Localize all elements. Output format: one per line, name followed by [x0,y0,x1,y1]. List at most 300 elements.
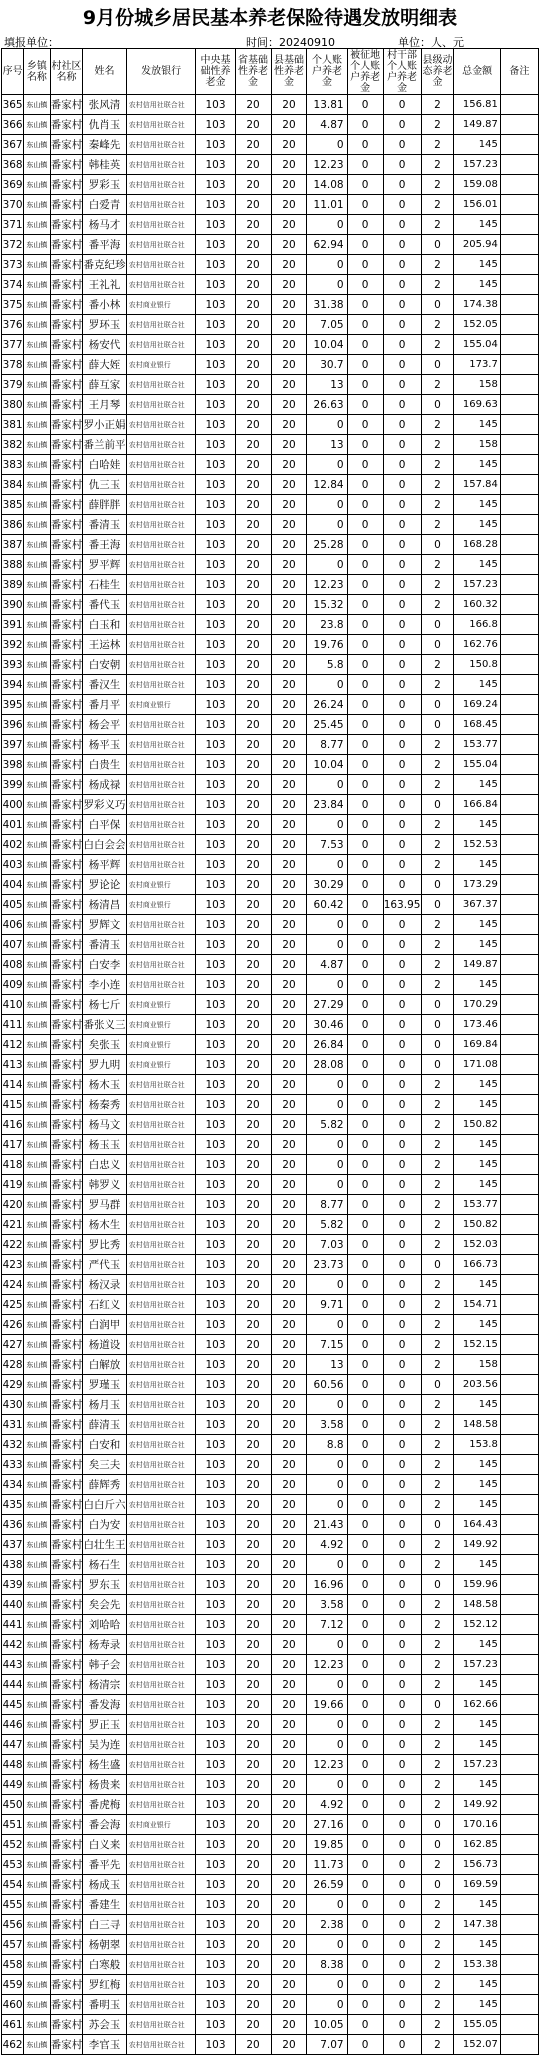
county-dynamic-pension-cell: 2 [421,2015,454,2035]
total-amount-cell: 152.07 [454,2035,501,2055]
payout-bank-cell: 农村信用社联合社 [126,1515,196,1535]
remarks-cell [500,1795,538,1815]
land-acquired-account-cell: 0 [347,435,383,455]
provincial-pension-cell: 20 [235,555,271,575]
remarks-cell [500,955,538,975]
land-acquired-account-cell: 0 [347,515,383,535]
provincial-pension-cell: 20 [235,1195,271,1215]
county-dynamic-pension-cell: 2 [421,1455,454,1475]
county-pension-cell: 20 [271,935,307,955]
total-amount-cell: 155.04 [454,755,501,775]
central-pension-cell: 103 [196,595,235,615]
remarks-cell [500,1855,538,1875]
central-pension-cell: 103 [196,355,235,375]
township-cell: 东山镇 [24,1875,50,1895]
personal-account-cell: 30.29 [307,875,347,895]
township-cell: 东山镇 [24,955,50,975]
township-cell: 东山镇 [24,335,50,355]
person-name-cell: 番王海 [83,535,126,555]
township-cell: 东山镇 [24,1915,50,1935]
payout-bank-cell: 农村信用社联合社 [126,915,196,935]
personal-account-cell: 19.85 [307,1835,347,1855]
total-amount-cell: 157.23 [454,575,501,595]
county-pension-cell: 20 [271,1395,307,1415]
central-pension-cell: 103 [196,695,235,715]
provincial-pension-cell: 20 [235,775,271,795]
county-dynamic-pension-cell: 0 [421,1835,454,1855]
village-cell: 番家村 [50,615,83,635]
county-dynamic-pension-cell: 2 [421,1115,454,1135]
total-amount-cell: 166.8 [454,615,501,635]
payout-bank-cell: 农村信用社联合社 [126,1895,196,1915]
village-cadre-account-cell: 0 [383,835,421,855]
remarks-cell [500,135,538,155]
personal-account-cell: 13 [307,375,347,395]
payout-bank-cell: 农村信用社联合社 [126,775,196,795]
row-number-cell: 413 [2,1055,24,1075]
payout-bank-cell: 农村信用社联合社 [126,1195,196,1215]
provincial-pension-cell: 20 [235,1615,271,1635]
county-pension-cell: 20 [271,795,307,815]
row-number-cell: 462 [2,2035,24,2055]
person-name-cell: 杨秦秀 [83,1095,126,1115]
row-number-cell: 382 [2,435,24,455]
total-amount-cell: 149.87 [454,115,501,135]
payout-bank-cell: 农村信用社联合社 [126,535,196,555]
village-cell: 番家村 [50,1535,83,1555]
village-cadre-account-cell: 0 [383,1675,421,1695]
land-acquired-account-cell: 0 [347,1735,383,1755]
column-header: 个人账户养老金 [307,49,347,95]
personal-account-cell: 0 [307,1475,347,1495]
remarks-cell [500,715,538,735]
personal-account-cell: 0 [307,255,347,275]
village-cadre-account-cell: 0 [383,1755,421,1775]
county-pension-cell: 20 [271,1335,307,1355]
land-acquired-account-cell: 0 [347,1975,383,1995]
payout-bank-cell: 农村信用社联合社 [126,1135,196,1155]
row-number-cell: 383 [2,455,24,475]
provincial-pension-cell: 20 [235,1715,271,1735]
payout-bank-cell: 农村信用社联合社 [126,715,196,735]
provincial-pension-cell: 20 [235,1775,271,1795]
county-dynamic-pension-cell: 2 [421,1535,454,1555]
county-dynamic-pension-cell: 2 [421,1995,454,2015]
central-pension-cell: 103 [196,1955,235,1975]
remarks-cell [500,215,538,235]
payout-bank-cell: 农村信用社联合社 [126,95,196,115]
village-cadre-account-cell: 0 [383,295,421,315]
central-pension-cell: 103 [196,615,235,635]
page-title: 9月份城乡居民基本养老保险待遇发放明细表 [82,7,458,29]
payout-bank-cell: 农村信用社联合社 [126,1495,196,1515]
personal-account-cell: 2.38 [307,1915,347,1935]
table-row [2,155,539,175]
payout-bank-cell: 农村信用社联合社 [126,1415,196,1435]
land-acquired-account-cell: 0 [347,315,383,335]
village-cadre-account-cell: 0 [383,1535,421,1555]
personal-account-cell: 3.58 [307,1595,347,1615]
county-dynamic-pension-cell: 0 [421,1055,454,1075]
village-cadre-account-cell: 0 [383,1215,421,1235]
county-dynamic-pension-cell: 0 [421,1015,454,1035]
county-pension-cell: 20 [271,975,307,995]
table-row [2,375,539,395]
total-amount-cell: 162.66 [454,1695,501,1715]
person-name-cell: 白爱青 [83,195,126,215]
provincial-pension-cell: 20 [235,1495,271,1515]
village-cadre-account-cell: 0 [383,1335,421,1355]
payout-bank-cell: 农村信用社联合社 [126,255,196,275]
central-pension-cell: 103 [196,255,235,275]
total-amount-cell: 170.16 [454,1815,501,1835]
township-cell: 东山镇 [24,1275,50,1295]
land-acquired-account-cell: 0 [347,1195,383,1215]
county-pension-cell: 20 [271,535,307,555]
land-acquired-account-cell: 0 [347,395,383,415]
village-cell: 番家村 [50,1975,83,1995]
remarks-cell [500,335,538,355]
table-row [2,615,539,635]
land-acquired-account-cell: 0 [347,935,383,955]
county-dynamic-pension-cell: 0 [421,1515,454,1535]
provincial-pension-cell: 20 [235,1375,271,1395]
person-name-cell: 杨平玉 [83,735,126,755]
table-row [2,1715,539,1735]
payout-bank-cell: 农村信用社联合社 [126,1675,196,1695]
personal-account-cell: 7.12 [307,1615,347,1635]
land-acquired-account-cell: 0 [347,975,383,995]
remarks-cell [500,1895,538,1915]
row-number-cell: 415 [2,1095,24,1115]
county-pension-cell: 20 [271,295,307,315]
central-pension-cell: 103 [196,1215,235,1235]
table-row [2,735,539,755]
land-acquired-account-cell: 0 [347,175,383,195]
payout-bank-cell: 农村信用社联合社 [126,1275,196,1295]
table-row [2,1155,539,1175]
provincial-pension-cell: 20 [235,915,271,935]
payout-bank-cell: 农村信用社联合社 [126,635,196,655]
county-pension-cell: 20 [271,395,307,415]
personal-account-cell: 0 [307,1495,347,1515]
village-cadre-account-cell: 0 [383,515,421,535]
land-acquired-account-cell: 0 [347,695,383,715]
central-pension-cell: 103 [196,1635,235,1655]
personal-account-cell: 11.73 [307,1855,347,1875]
land-acquired-account-cell: 0 [347,1535,383,1555]
table-row [2,335,539,355]
county-dynamic-pension-cell: 2 [421,1795,454,1815]
land-acquired-account-cell: 0 [347,1695,383,1715]
land-acquired-account-cell: 0 [347,1415,383,1435]
person-name-cell: 杨平辉 [83,855,126,875]
village-cadre-account-cell: 0 [383,1495,421,1515]
table-row [2,1175,539,1195]
remarks-cell [500,975,538,995]
person-name-cell: 罗彩玉 [83,175,126,195]
village-cadre-account-cell: 0 [383,1355,421,1375]
provincial-pension-cell: 20 [235,1175,271,1195]
row-number-cell: 436 [2,1515,24,1535]
remarks-cell [500,1775,538,1795]
table-row [2,535,539,555]
land-acquired-account-cell: 0 [347,215,383,235]
person-name-cell: 罗彩义巧 [83,795,126,815]
land-acquired-account-cell: 0 [347,455,383,475]
person-name-cell: 杨成玉 [83,1875,126,1895]
payout-bank-cell: 农村信用社联合社 [126,455,196,475]
central-pension-cell: 103 [196,815,235,835]
county-pension-cell: 20 [271,1835,307,1855]
person-name-cell: 杨成禄 [83,775,126,795]
person-name-cell: 刘哈哈 [83,1615,126,1635]
payout-bank-cell: 农村信用社联合社 [126,555,196,575]
village-cell: 番家村 [50,375,83,395]
remarks-cell [500,915,538,935]
provincial-pension-cell: 20 [235,1475,271,1495]
remarks-cell [500,1735,538,1755]
column-header: 乡镇名称 [24,49,50,95]
personal-account-cell: 5.8 [307,655,347,675]
village-cell: 番家村 [50,735,83,755]
row-number-cell: 402 [2,835,24,855]
county-pension-cell: 20 [271,1295,307,1315]
village-cadre-account-cell: 0 [383,1815,421,1835]
county-pension-cell: 20 [271,715,307,735]
personal-account-cell: 10.04 [307,755,347,775]
total-amount-cell: 152.53 [454,835,501,855]
county-pension-cell: 20 [271,215,307,235]
land-acquired-account-cell: 0 [347,675,383,695]
provincial-pension-cell: 20 [235,1135,271,1155]
table-row [2,915,539,935]
township-cell: 东山镇 [24,1455,50,1475]
county-dynamic-pension-cell: 0 [421,295,454,315]
village-cadre-account-cell: 0 [383,855,421,875]
person-name-cell: 番小林 [83,295,126,315]
village-cadre-account-cell: 0 [383,1395,421,1415]
county-pension-cell: 20 [271,775,307,795]
person-name-cell: 杨清宗 [83,1675,126,1695]
village-cell: 番家村 [50,495,83,515]
row-number-cell: 446 [2,1715,24,1735]
land-acquired-account-cell: 0 [347,1555,383,1575]
personal-account-cell: 0 [307,1735,347,1755]
township-cell: 东山镇 [24,1335,50,1355]
land-acquired-account-cell: 0 [347,1315,383,1335]
township-cell: 东山镇 [24,295,50,315]
village-cell: 番家村 [50,435,83,455]
remarks-cell [500,115,538,135]
county-pension-cell: 20 [271,1015,307,1035]
township-cell: 东山镇 [24,1235,50,1255]
village-cell: 番家村 [50,1075,83,1095]
village-cadre-account-cell: 0 [383,375,421,395]
personal-account-cell: 30.7 [307,355,347,375]
provincial-pension-cell: 20 [235,335,271,355]
county-pension-cell: 20 [271,1815,307,1835]
table-row [2,1875,539,1895]
central-pension-cell: 103 [196,1975,235,1995]
remarks-cell [500,995,538,1015]
row-number-cell: 434 [2,1475,24,1495]
village-cadre-account-cell: 0 [383,1075,421,1095]
village-cadre-account-cell: 0 [383,715,421,735]
village-cell: 番家村 [50,1695,83,1715]
land-acquired-account-cell: 0 [347,1295,383,1315]
payout-bank-cell: 农村信用社联合社 [126,1235,196,1255]
personal-account-cell: 62.94 [307,235,347,255]
county-dynamic-pension-cell: 2 [421,1615,454,1635]
person-name-cell: 白白会会 [83,835,126,855]
row-number-cell: 390 [2,595,24,615]
provincial-pension-cell: 20 [235,1095,271,1115]
land-acquired-account-cell: 0 [347,1235,383,1255]
village-cadre-account-cell: 0 [383,1135,421,1155]
person-name-cell: 白哈娃 [83,455,126,475]
county-dynamic-pension-cell: 2 [421,255,454,275]
payout-bank-cell: 农村商业银行 [126,1055,196,1075]
township-cell: 东山镇 [24,635,50,655]
central-pension-cell: 103 [196,195,235,215]
payout-bank-cell: 农村商业银行 [126,875,196,895]
county-dynamic-pension-cell: 0 [421,1575,454,1595]
provincial-pension-cell: 20 [235,275,271,295]
person-name-cell: 白寒般 [83,1955,126,1975]
payout-bank-cell: 农村信用社联合社 [126,855,196,875]
personal-account-cell: 12.84 [307,475,347,495]
land-acquired-account-cell: 0 [347,1995,383,2015]
remarks-cell [500,415,538,435]
person-name-cell: 罗东玉 [83,1575,126,1595]
county-pension-cell: 20 [271,1515,307,1535]
county-pension-cell: 20 [271,135,307,155]
column-header: 备注 [500,49,538,95]
person-name-cell: 杨石生 [83,1555,126,1575]
row-number-cell: 368 [2,155,24,175]
provincial-pension-cell: 20 [235,1855,271,1875]
county-dynamic-pension-cell: 2 [421,1315,454,1335]
township-cell: 东山镇 [24,675,50,695]
village-cell: 番家村 [50,1635,83,1655]
land-acquired-account-cell: 0 [347,1655,383,1675]
personal-account-cell: 0 [307,1095,347,1115]
village-cadre-account-cell: 0 [383,1475,421,1495]
person-name-cell: 罗九明 [83,1055,126,1075]
personal-account-cell: 0 [307,215,347,235]
village-cadre-account-cell: 0 [383,355,421,375]
village-cell: 番家村 [50,1355,83,1375]
person-name-cell: 番克纪珍 [83,255,126,275]
remarks-cell [500,675,538,695]
payout-bank-cell: 农村信用社联合社 [126,655,196,675]
central-pension-cell: 103 [196,455,235,475]
county-dynamic-pension-cell: 2 [421,815,454,835]
payout-bank-cell: 农村信用社联合社 [126,1175,196,1195]
township-cell: 东山镇 [24,355,50,375]
total-amount-cell: 145 [454,275,501,295]
central-pension-cell: 103 [196,1315,235,1335]
land-acquired-account-cell: 0 [347,495,383,515]
village-cadre-account-cell: 0 [383,1155,421,1175]
table-row [2,1335,539,1355]
county-pension-cell: 20 [271,335,307,355]
person-name-cell: 番会海 [83,1815,126,1835]
personal-account-cell: 0 [307,1635,347,1655]
payout-bank-cell: 农村信用社联合社 [126,1155,196,1175]
payout-bank-cell: 农村信用社联合社 [126,1455,196,1475]
total-amount-cell: 149.87 [454,955,501,975]
county-pension-cell: 20 [271,875,307,895]
provincial-pension-cell: 20 [235,1275,271,1295]
person-name-cell: 白忠义 [83,1155,126,1175]
county-pension-cell: 20 [271,415,307,435]
person-name-cell: 番清玉 [83,935,126,955]
payout-bank-cell: 农村信用社联合社 [126,395,196,415]
remarks-cell [500,555,538,575]
land-acquired-account-cell: 0 [347,1455,383,1475]
township-cell: 东山镇 [24,1015,50,1035]
remarks-cell [500,275,538,295]
central-pension-cell: 103 [196,635,235,655]
village-cadre-account-cell: 0 [383,755,421,775]
township-cell: 东山镇 [24,1975,50,1995]
village-cadre-account-cell: 0 [383,875,421,895]
person-name-cell: 白玉和 [83,615,126,635]
township-cell: 东山镇 [24,1835,50,1855]
county-pension-cell: 20 [271,355,307,375]
person-name-cell: 白润甲 [83,1315,126,1335]
township-cell: 东山镇 [24,2015,50,2035]
personal-account-cell: 26.63 [307,395,347,415]
land-acquired-account-cell: 0 [347,1775,383,1795]
township-cell: 东山镇 [24,935,50,955]
table-row [2,855,539,875]
personal-account-cell: 0 [307,1135,347,1155]
land-acquired-account-cell: 0 [347,815,383,835]
total-amount-cell: 145 [454,1935,501,1955]
land-acquired-account-cell: 0 [347,255,383,275]
row-number-cell: 369 [2,175,24,195]
land-acquired-account-cell: 0 [347,535,383,555]
payout-bank-cell: 农村信用社联合社 [126,795,196,815]
person-name-cell: 杨马文 [83,1115,126,1135]
total-amount-cell: 147.38 [454,1915,501,1935]
village-cadre-account-cell: 0 [383,1695,421,1715]
central-pension-cell: 103 [196,875,235,895]
payout-bank-cell: 农村信用社联合社 [126,135,196,155]
provincial-pension-cell: 20 [235,535,271,555]
village-cadre-account-cell: 0 [383,1715,421,1735]
personal-account-cell: 0 [307,1455,347,1475]
total-amount-cell: 149.92 [454,1535,501,1555]
remarks-cell [500,1055,538,1075]
payout-bank-cell: 农村信用社联合社 [126,1395,196,1415]
county-pension-cell: 20 [271,1135,307,1155]
table-row [2,1855,539,1875]
village-cell: 番家村 [50,1215,83,1235]
row-number-cell: 385 [2,495,24,515]
payout-bank-cell: 农村信用社联合社 [126,195,196,215]
payout-bank-cell: 农村信用社联合社 [126,1655,196,1675]
payout-bank-cell: 农村信用社联合社 [126,415,196,435]
county-pension-cell: 20 [271,1035,307,1055]
county-pension-cell: 20 [271,1275,307,1295]
provincial-pension-cell: 20 [235,1155,271,1175]
person-name-cell: 严代玉 [83,1255,126,1275]
village-cadre-account-cell: 0 [383,495,421,515]
